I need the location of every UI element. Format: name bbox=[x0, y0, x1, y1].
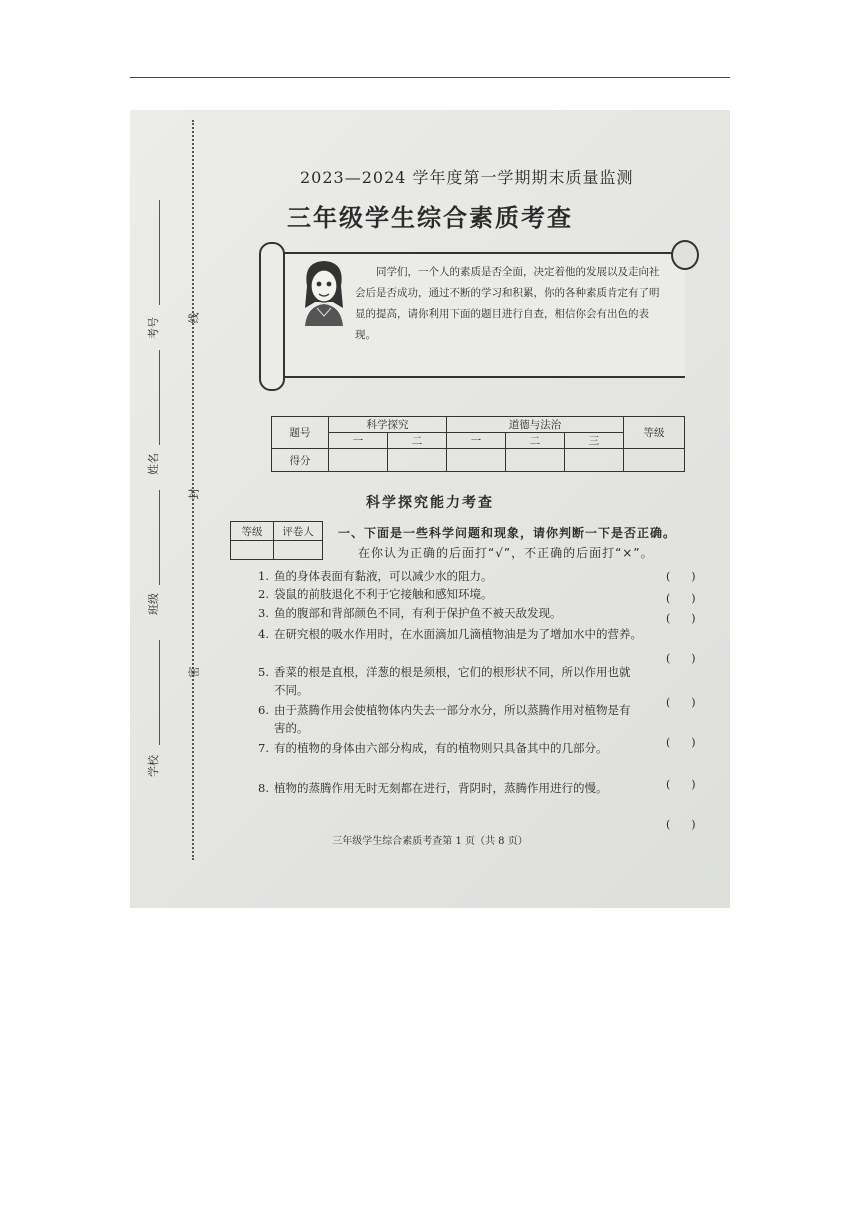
question-5: 5. 香菜的根是直根，洋葱的根是须根，它们的根形状不同，所以作用也就 bbox=[258, 665, 631, 679]
score-col-moral-2: 二 bbox=[506, 433, 565, 449]
answer-blank-5[interactable]: ( ) bbox=[666, 696, 696, 709]
instruction-line-2: 在你认为正确的后面打“√”，不正确的后面打“×”。 bbox=[358, 546, 654, 560]
intro-scroll-banner bbox=[265, 240, 685, 390]
answer-blank-7[interactable]: ( ) bbox=[666, 778, 696, 791]
score-table-score-label: 得分 bbox=[272, 449, 329, 472]
binding-mark-seal: 封 bbox=[187, 488, 201, 500]
grader-grade-label: 等级 bbox=[231, 522, 274, 541]
answer-blank-6[interactable]: ( ) bbox=[666, 736, 696, 749]
score-cell[interactable] bbox=[329, 449, 388, 472]
field-label-name: 姓名 bbox=[147, 453, 160, 475]
top-rule bbox=[130, 77, 730, 78]
grader-name-label: 评卷人 bbox=[274, 522, 323, 541]
instruction-line-1: 一、下面是一些科学问题和现象，请你判断一下是否正确。 bbox=[338, 526, 677, 540]
score-cell[interactable] bbox=[388, 449, 447, 472]
field-line-name[interactable] bbox=[159, 350, 160, 445]
score-table-moral-header: 道德与法治 bbox=[447, 417, 624, 433]
score-col-science-1: 一 bbox=[329, 433, 388, 449]
exam-year-line: 2023—2024 学年度第一学期期末质量监测 bbox=[300, 168, 634, 187]
binding-mark-line: 线 bbox=[187, 312, 201, 324]
score-cell[interactable] bbox=[506, 449, 565, 472]
question-3: 3. 鱼的腹部和背部颜色不同，有利于保护鱼不被天敌发现。 bbox=[258, 606, 562, 620]
intro-text: 同学们，一个人的素质是否全面，决定着他的发展以及走向社会后是否成功，通过不断的学习和积累，你的各种素质肯定有了明显的提高，请你利用下面的题目进行自查，相信你会有出色的表现。 bbox=[355, 266, 660, 341]
answer-blank-3[interactable]: ( ) bbox=[666, 612, 696, 625]
question-7: 7. 有的植物的身体由六部分构成，有的植物则只具备其中的几部分。 bbox=[258, 741, 608, 755]
score-table-num-label: 题号 bbox=[272, 417, 329, 449]
score-col-science-2: 二 bbox=[388, 433, 447, 449]
score-col-moral-1: 一 bbox=[447, 433, 506, 449]
score-cell[interactable] bbox=[447, 449, 506, 472]
question-5-continued: 不同。 bbox=[274, 683, 309, 697]
exam-page-photo bbox=[130, 110, 730, 908]
binding-mark-close: 密 bbox=[187, 666, 201, 678]
score-cell[interactable] bbox=[565, 449, 624, 472]
question-6: 6. 由于蒸腾作用会使植物体内失去一部分水分，所以蒸腾作用对植物是有 bbox=[258, 703, 631, 717]
answer-blank-4[interactable]: ( ) bbox=[666, 652, 696, 665]
score-col-moral-3: 三 bbox=[565, 433, 624, 449]
answer-blank-2[interactable]: ( ) bbox=[666, 592, 696, 605]
score-table bbox=[271, 416, 685, 472]
score-table-science-header: 科学探究 bbox=[329, 417, 447, 433]
score-table-grade-header: 等级 bbox=[624, 417, 685, 449]
field-label-exam-number: 考号 bbox=[147, 317, 160, 339]
answer-blank-8[interactable]: ( ) bbox=[666, 818, 696, 831]
girl-illustration-icon bbox=[293, 256, 355, 326]
question-4: 4. 在研究根的吸水作用时，在水面滴加几滴植物油是为了增加水中的营养。 bbox=[258, 627, 642, 641]
grader-name-cell[interactable] bbox=[274, 541, 323, 560]
field-label-class: 班级 bbox=[147, 593, 160, 615]
scroll-right-curl bbox=[671, 240, 699, 270]
grader-table bbox=[230, 521, 323, 560]
section-title: 科学探究能力考查 bbox=[366, 495, 494, 511]
exam-title: 三年级学生综合素质考查 bbox=[287, 204, 573, 232]
field-line-school[interactable] bbox=[159, 640, 160, 745]
question-6-continued: 害的。 bbox=[274, 721, 309, 735]
scroll-left-curl bbox=[259, 242, 285, 391]
question-1: 1. 鱼的身体表面有黏液，可以减少水的阻力。 bbox=[258, 569, 493, 583]
page-footer: 三年级学生综合素质考查第 1 页（共 8 页） bbox=[332, 836, 528, 847]
field-label-school: 学校 bbox=[147, 755, 160, 777]
answer-blank-1[interactable]: ( ) bbox=[666, 570, 696, 583]
grader-grade-cell[interactable] bbox=[231, 541, 274, 560]
question-8: 8. 植物的蒸腾作用无时无刻都在进行，背阴时，蒸腾作用进行的慢。 bbox=[258, 781, 608, 795]
grade-cell[interactable] bbox=[624, 449, 685, 472]
question-2: 2. 袋鼠的前肢退化不利于它接触和感知环境。 bbox=[258, 587, 493, 601]
